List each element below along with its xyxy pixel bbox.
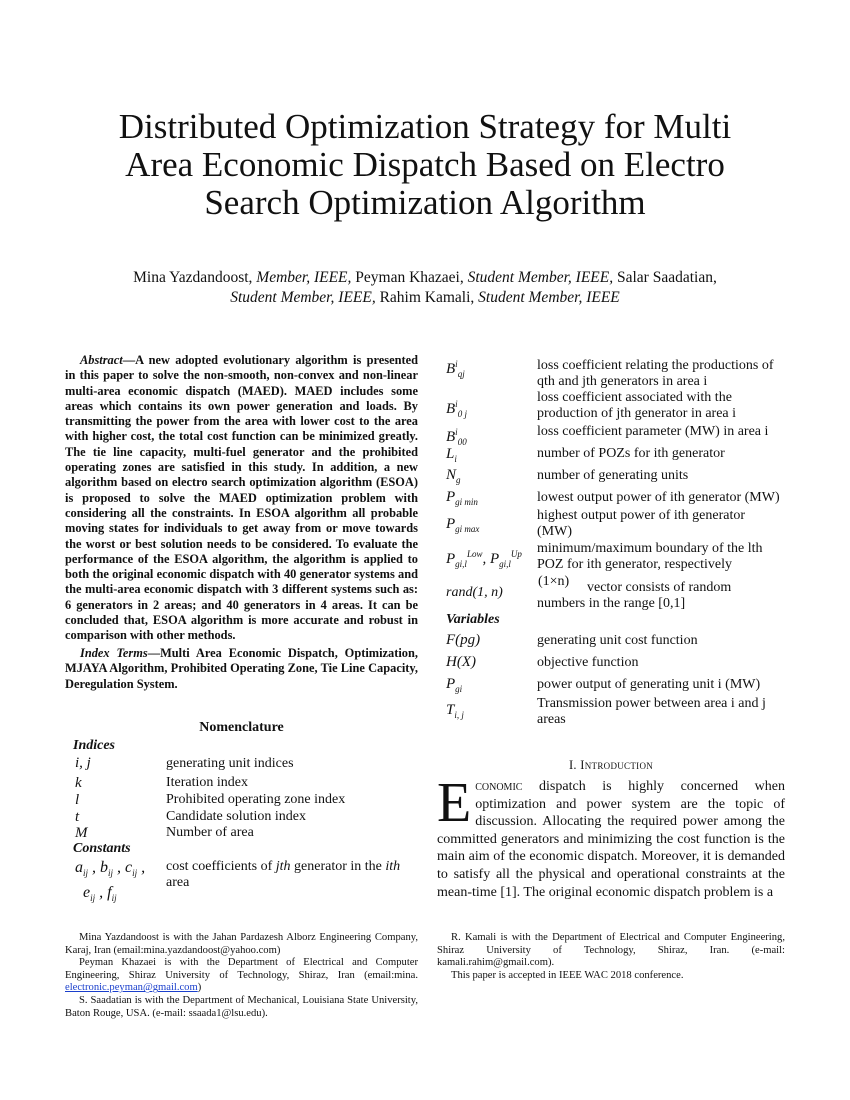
- nom-description: loss coefficient associated with the production of jth generator in area i: [537, 390, 737, 421]
- index-terms-label: Index Terms: [80, 646, 148, 660]
- nom-description: objective function: [537, 655, 639, 670]
- nom-description: Prohibited operating zone index: [166, 792, 346, 807]
- nom-symbol: F(pg): [446, 632, 481, 648]
- nom-description: loss coefficient relating the productions of qth and jth generators in area i: [537, 358, 774, 389]
- footnote: Peyman Khazaei is with the Department of Electrical and Computer Engineering, Shiraz University of Technology, Shiraz, Iran (email:mina. electronic.peyman@gmail.com): [65, 957, 418, 994]
- author-1-role: Member, IEEE,: [256, 269, 352, 286]
- nom-description: Transmission power between area i and j areas: [537, 696, 766, 727]
- nom-description: lowest output power of ith generator (MW): [537, 490, 780, 505]
- nom-symbol: $P_{gi,l}^{Low}$, $P_{gi,l}^{Up}$: [446, 549, 522, 569]
- nom-description: Iteration index: [166, 775, 249, 790]
- nom-symbol: $B^i_{00}$: [446, 427, 467, 447]
- introduction-body: Economic dispatch is highly concerned when optimization and power system are the topic of discussion. Allocating the required power among the committed generators and minimizing the cost function is the main aim of the economic dispatch. Moreover, it is demanded to satisfy all the physical and operational constraints at the mean-time [1]. The original economic dispatch problem is a: [437, 772, 785, 900]
- nom-symbol: $P_{gi max}$: [446, 516, 480, 534]
- variables-label: Variables: [446, 612, 500, 627]
- author-2-name: Peyman Khazaei,: [351, 269, 468, 286]
- nom-symbol: $T_{i, j}$: [446, 702, 464, 720]
- nom-symbol: $L_i$: [446, 446, 457, 464]
- dropcap: E: [437, 772, 472, 834]
- email-link[interactable]: electronic.peyman@gmail.com: [65, 982, 198, 994]
- nom-symbol: i, j: [75, 755, 91, 771]
- nom-description: Candidate solution index: [166, 809, 306, 824]
- abstract: [65, 353, 418, 644]
- nom-symbol: $P_{gi}$: [446, 676, 463, 694]
- nom-description: generating unit indices: [166, 756, 294, 771]
- nom-symbol: $P_{gi min}$: [446, 489, 478, 507]
- indices-label: Indices: [73, 738, 115, 753]
- abstract-text: —A new adopted evolutionary algorithm is presented in this paper to solve the non-smooth, non-convex and non-linear multi-area economic dispatch (MAED). MAED includes some areas which contains its own power generation and loads. By transmitting the power from the area with lower cost to the area with higher cost, the total cost function can be minimized greatly. The tie line capacity, multi-fuel generator and the prohibited operating zones are satisfied in this study. In addition, a new algorithm based on electro search optimization algorithm (ESOA) is proposed to solve the MAED optimization problem with considering all the constraints. In ESOA algorithm all probable moving states for individuals to get away from or move towards the worst or best solution needs to be considered. To evaluate the performance of the ESOA algorithm, the algorithm is applied to both the original economic dispatch with 40 generator systems and the multi-area economic dispatch with 3 different systems such as: 6 generators in 2 areas; and 40 generators in 4 areas. It can be concluded that, ESOA algorithm is more accurate and robust in comparison with other methods.: [65, 353, 418, 643]
- nom-symbol: $a_{ij}$ , $b_{ij}$ , $c_{ij}$ ,: [75, 859, 146, 879]
- nom-description: generating unit cost function: [537, 633, 698, 648]
- nom-symbol: k: [75, 775, 82, 791]
- nom-symbol: l: [75, 792, 80, 808]
- nom-symbol: $B^i_{qj}$: [446, 359, 465, 379]
- footnote: S. Saadatian is with the Department of Mechanical, Louisiana State University, Baton Rouge, USA. (e-mail: ssaada1@lsu.edu).: [65, 994, 418, 1019]
- author-list: [90, 268, 760, 308]
- nom-symbol: rand(1, n): [446, 585, 503, 600]
- index-terms: [65, 646, 418, 692]
- nom-description: number of generating units: [537, 468, 689, 483]
- nom-description: cost coefficients of jth generator in the ith area: [166, 859, 401, 890]
- abstract-label: Abstract: [80, 353, 123, 367]
- constants-label: Constants: [73, 841, 131, 856]
- footnote: R. Kamali is with the Department of Electrical and Computer Engineering, Shiraz University of Technology, Shiraz, Iran. (e-mail: kamali.rahim@gmail.com).: [437, 932, 785, 969]
- author-4-role: Student Member, IEEE: [478, 289, 620, 306]
- nom-symbol: M: [75, 825, 88, 841]
- footnote: This paper is accepted in IEEE WAC 2018 conference.: [451, 969, 684, 981]
- author-1-name: Mina Yazdandoost,: [133, 269, 257, 286]
- footnotes-left: [65, 932, 418, 1020]
- nom-symbol: $N_g$: [446, 467, 461, 485]
- nom-description: number of POZs for ith generator: [537, 446, 725, 461]
- nomenclature-title: Nomenclature: [199, 720, 284, 735]
- nom-symbol: $B^i_{0 j}$: [446, 399, 467, 419]
- nom-description: power output of generating unit i (MW): [537, 677, 761, 692]
- nom-symbol: $e_{ij}$ , $f_{ij}$: [83, 884, 117, 904]
- nom-description: minimum/maximum boundary of the lth POZ for ith generator, respectively: [537, 541, 763, 572]
- nom-description: loss coefficient parameter (MW) in area i: [537, 424, 769, 439]
- author-3-role: Student Member, IEEE,: [230, 289, 376, 306]
- nom-dimension: (1×n): [538, 574, 570, 589]
- index-terms-text: —Multi Area Economic Dispatch, Optimization, MJAYA Algorithm, Prohibited Operating Zone, Tie Line Capacity, Deregulation System.: [65, 646, 418, 691]
- footnotes-right: [437, 932, 785, 982]
- nom-description: vector consists of random numbers in the range [0,1]: [537, 580, 732, 611]
- nom-description: Number of area: [166, 825, 254, 840]
- author-4-name: Rahim Kamali,: [375, 289, 479, 306]
- author-3-name: Salar Saadatian,: [613, 269, 717, 286]
- nom-description: highest output power of ith generator (MW): [537, 508, 746, 539]
- footnote: Mina Yazdandoost is with the Jahan Pardazesh Alborz Engineering Company, Karaj, Iran (email:mina.yazdandoost@yahoo.com): [65, 932, 418, 956]
- section-heading: I. Introduction: [568, 758, 654, 772]
- paper-title: Distributed Optimization Strategy for Multi Area Economic Dispatch Based on Electro Search Optimization Algorithm: [118, 107, 732, 222]
- nom-symbol: t: [75, 809, 80, 825]
- nom-symbol: H(X): [446, 654, 476, 670]
- author-2-role: Student Member, IEEE,: [467, 269, 614, 286]
